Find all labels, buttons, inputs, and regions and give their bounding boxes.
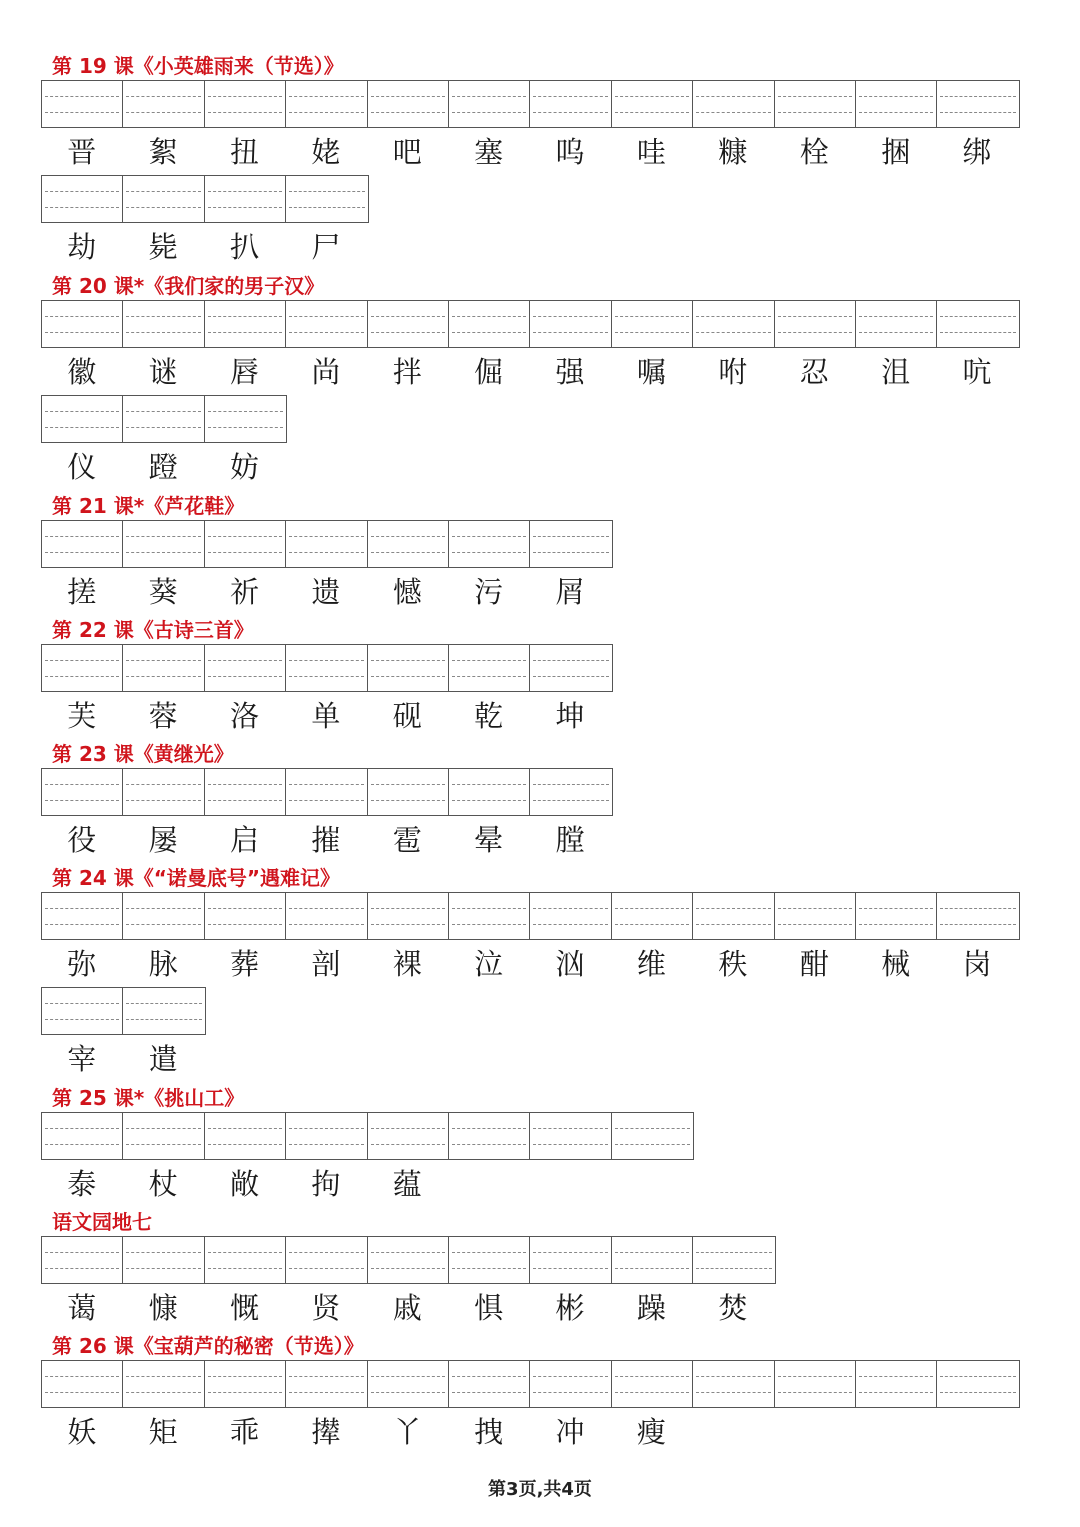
writing-cell[interactable]	[937, 1361, 1018, 1407]
writing-cell[interactable]	[775, 301, 856, 347]
writing-cell[interactable]	[368, 1361, 449, 1407]
writing-cell[interactable]	[205, 396, 286, 442]
character: 乾	[474, 699, 504, 733]
writing-cell[interactable]	[693, 301, 774, 347]
character: 遣	[148, 1042, 178, 1076]
writing-cell[interactable]	[449, 81, 530, 127]
character: 搓	[67, 575, 97, 609]
character: 姥	[311, 135, 341, 169]
character: 酣	[799, 947, 829, 981]
writing-cell[interactable]	[286, 81, 367, 127]
character-row	[41, 944, 1018, 984]
writing-cell[interactable]	[693, 893, 774, 939]
writing-cell[interactable]	[205, 645, 286, 691]
writing-cell[interactable]	[42, 769, 123, 815]
writing-cell[interactable]	[775, 893, 856, 939]
character: 拽	[474, 1415, 504, 1449]
writing-cell[interactable]	[42, 396, 123, 442]
character: 屑	[555, 575, 585, 609]
character-row	[41, 1039, 204, 1079]
writing-cell[interactable]	[286, 645, 367, 691]
writing-cell[interactable]	[205, 81, 286, 127]
character: 泰	[67, 1167, 97, 1201]
character: 乖	[229, 1415, 259, 1449]
character: 维	[636, 947, 666, 981]
writing-cell[interactable]	[123, 893, 204, 939]
character-row	[41, 696, 611, 736]
writing-cell[interactable]	[775, 1361, 856, 1407]
character: 蹬	[148, 450, 178, 484]
writing-cell[interactable]	[530, 893, 611, 939]
character: 葬	[229, 947, 259, 981]
writing-cell[interactable]	[612, 1361, 693, 1407]
writing-cell[interactable]	[42, 893, 123, 939]
character: 毙	[148, 230, 178, 264]
character-row	[41, 1412, 692, 1452]
writing-cell[interactable]	[530, 1113, 611, 1159]
character: 拘	[311, 1167, 341, 1201]
writing-cell[interactable]	[856, 81, 937, 127]
character-row	[41, 447, 285, 487]
character: 冲	[555, 1415, 585, 1449]
lesson-title: 第 24 课《“诺曼底号”遇难记》	[52, 866, 341, 890]
character: 躁	[636, 1291, 666, 1325]
character: 焚	[718, 1291, 748, 1325]
writing-cell[interactable]	[530, 1361, 611, 1407]
writing-cell[interactable]	[612, 81, 693, 127]
character: 妖	[67, 1415, 97, 1449]
writing-grid	[41, 1236, 776, 1284]
character: 仪	[67, 450, 97, 484]
writing-cell[interactable]	[368, 645, 449, 691]
writing-cell[interactable]	[123, 1237, 204, 1283]
character: 裸	[392, 947, 422, 981]
character: 杖	[148, 1167, 178, 1201]
writing-cell[interactable]	[123, 1361, 204, 1407]
lesson-title: 语文园地七	[52, 1210, 152, 1234]
writing-cell[interactable]	[42, 1113, 123, 1159]
writing-cell[interactable]	[612, 301, 693, 347]
character: 撵	[311, 1415, 341, 1449]
character: 咐	[718, 355, 748, 389]
character: 戚	[392, 1291, 422, 1325]
writing-cell[interactable]	[856, 893, 937, 939]
character: 絮	[148, 135, 178, 169]
character: 启	[229, 823, 259, 857]
character: 倔	[474, 355, 504, 389]
writing-cell[interactable]	[123, 645, 204, 691]
character: 憾	[392, 575, 422, 609]
character: 单	[311, 699, 341, 733]
writing-cell[interactable]	[368, 1237, 449, 1283]
writing-grid	[41, 520, 613, 568]
character: 秩	[718, 947, 748, 981]
writing-cell[interactable]	[693, 81, 774, 127]
writing-cell[interactable]	[123, 396, 204, 442]
writing-grid	[41, 987, 206, 1035]
writing-cell[interactable]	[286, 1113, 367, 1159]
writing-cell[interactable]	[937, 81, 1018, 127]
writing-grid	[41, 1112, 694, 1160]
character: 敞	[229, 1167, 259, 1201]
character: 惧	[474, 1291, 504, 1325]
page-footer: 第3页,共4页	[488, 1479, 592, 1500]
writing-cell[interactable]	[286, 1361, 367, 1407]
character: 糠	[718, 135, 748, 169]
character-row	[41, 227, 367, 267]
character: 剖	[311, 947, 341, 981]
character: 汹	[555, 947, 585, 981]
character: 祈	[229, 575, 259, 609]
writing-cell[interactable]	[205, 1237, 286, 1283]
writing-cell[interactable]	[856, 301, 937, 347]
writing-cell[interactable]	[530, 301, 611, 347]
character: 绑	[962, 135, 992, 169]
writing-cell[interactable]	[286, 521, 367, 567]
writing-cell[interactable]	[449, 301, 530, 347]
writing-cell[interactable]	[205, 1361, 286, 1407]
character: 彬	[555, 1291, 585, 1325]
character: 屡	[148, 823, 178, 857]
character: 徽	[67, 355, 97, 389]
writing-cell[interactable]	[123, 1113, 204, 1159]
character: 塞	[474, 135, 504, 169]
writing-cell[interactable]	[286, 1237, 367, 1283]
character: 劫	[67, 230, 97, 264]
writing-cell[interactable]	[123, 81, 204, 127]
character: 栓	[799, 135, 829, 169]
character: 贤	[311, 1291, 341, 1325]
character: 泣	[474, 947, 504, 981]
writing-cell[interactable]	[612, 1113, 693, 1159]
writing-cell[interactable]	[449, 769, 530, 815]
character: 污	[474, 575, 504, 609]
character: 宰	[67, 1042, 97, 1076]
character-row	[41, 1288, 774, 1328]
writing-cell[interactable]	[42, 1361, 123, 1407]
writing-grid	[41, 768, 613, 816]
writing-grid	[41, 1360, 1020, 1408]
writing-cell[interactable]	[42, 176, 123, 222]
character-row	[41, 820, 611, 860]
character: 尚	[311, 355, 341, 389]
writing-cell[interactable]	[205, 301, 286, 347]
writing-cell[interactable]	[368, 893, 449, 939]
character: 械	[881, 947, 911, 981]
writing-cell[interactable]	[42, 988, 123, 1034]
character: 岗	[962, 947, 992, 981]
character: 坤	[555, 699, 585, 733]
writing-cell[interactable]	[449, 521, 530, 567]
character: 蔼	[67, 1291, 97, 1325]
character: 葵	[148, 575, 178, 609]
writing-grid	[41, 892, 1020, 940]
writing-cell[interactable]	[123, 176, 204, 222]
character: 丫	[392, 1415, 422, 1449]
writing-cell[interactable]	[693, 1361, 774, 1407]
character: 晕	[474, 823, 504, 857]
writing-cell[interactable]	[123, 521, 204, 567]
character: 扭	[229, 135, 259, 169]
writing-cell[interactable]	[205, 176, 286, 222]
writing-cell[interactable]	[449, 645, 530, 691]
character-row	[41, 572, 611, 612]
character: 忍	[799, 355, 829, 389]
writing-cell[interactable]	[42, 521, 123, 567]
character: 尸	[311, 230, 341, 264]
character: 呜	[555, 135, 585, 169]
writing-cell[interactable]	[42, 645, 123, 691]
character: 役	[67, 823, 97, 857]
character: 谜	[148, 355, 178, 389]
writing-cell[interactable]	[368, 521, 449, 567]
writing-cell[interactable]	[368, 1113, 449, 1159]
writing-cell[interactable]	[286, 893, 367, 939]
writing-cell[interactable]	[286, 176, 367, 222]
writing-grid	[41, 300, 1020, 348]
writing-cell[interactable]	[449, 1113, 530, 1159]
lesson-title: 第 26 课《宝葫芦的秘密（节选）》	[52, 1334, 364, 1358]
lesson-title: 第 19 课《小英雄雨来（节选）》	[52, 54, 344, 78]
lesson-title: 第 25 课*《挑山工》	[52, 1086, 245, 1110]
lesson-title: 第 23 课《黄继光》	[52, 742, 234, 766]
writing-cell[interactable]	[856, 1361, 937, 1407]
writing-cell[interactable]	[612, 893, 693, 939]
writing-cell[interactable]	[205, 769, 286, 815]
character: 遗	[311, 575, 341, 609]
character: 慷	[148, 1291, 178, 1325]
writing-cell[interactable]	[368, 769, 449, 815]
writing-cell[interactable]	[530, 645, 611, 691]
character: 哇	[636, 135, 666, 169]
writing-cell[interactable]	[286, 769, 367, 815]
writing-grid	[41, 644, 613, 692]
character: 雹	[392, 823, 422, 857]
writing-cell[interactable]	[530, 769, 611, 815]
writing-cell[interactable]	[368, 81, 449, 127]
lesson-title: 第 21 课*《芦花鞋》	[52, 494, 245, 518]
character: 弥	[67, 947, 97, 981]
writing-cell[interactable]	[937, 301, 1018, 347]
character: 拌	[392, 355, 422, 389]
writing-cell[interactable]	[449, 1237, 530, 1283]
character: 芙	[67, 699, 97, 733]
character: 慨	[229, 1291, 259, 1325]
writing-cell[interactable]	[449, 893, 530, 939]
writing-grid	[41, 80, 1020, 128]
writing-grid	[41, 175, 369, 223]
character: 矩	[148, 1415, 178, 1449]
writing-cell[interactable]	[205, 893, 286, 939]
character: 晋	[67, 135, 97, 169]
writing-cell[interactable]	[368, 301, 449, 347]
character: 强	[555, 355, 585, 389]
character-row	[41, 132, 1018, 172]
character: 蕴	[392, 1167, 422, 1201]
character: 膛	[555, 823, 585, 857]
writing-grid	[41, 395, 287, 443]
writing-cell[interactable]	[530, 1237, 611, 1283]
lesson-title: 第 20 课*《我们家的男子汉》	[52, 274, 325, 298]
writing-cell[interactable]	[123, 769, 204, 815]
character: 妨	[229, 450, 259, 484]
character: 吭	[962, 355, 992, 389]
writing-cell[interactable]	[123, 301, 204, 347]
writing-cell[interactable]	[937, 893, 1018, 939]
character: 嘱	[636, 355, 666, 389]
character: 沮	[881, 355, 911, 389]
writing-cell[interactable]	[530, 81, 611, 127]
character: 捆	[881, 135, 911, 169]
character: 瘦	[636, 1415, 666, 1449]
character: 摧	[311, 823, 341, 857]
writing-cell[interactable]	[693, 1237, 774, 1283]
character: 脉	[148, 947, 178, 981]
writing-cell[interactable]	[286, 301, 367, 347]
writing-cell[interactable]	[205, 1113, 286, 1159]
writing-cell[interactable]	[205, 521, 286, 567]
writing-cell[interactable]	[123, 988, 204, 1034]
character-row	[41, 1164, 448, 1204]
character: 扒	[229, 230, 259, 264]
writing-cell[interactable]	[449, 1361, 530, 1407]
character-row	[41, 352, 1018, 392]
character: 砚	[392, 699, 422, 733]
writing-cell[interactable]	[612, 1237, 693, 1283]
character: 唇	[229, 355, 259, 389]
writing-cell[interactable]	[775, 81, 856, 127]
writing-cell[interactable]	[42, 81, 123, 127]
character: 洛	[229, 699, 259, 733]
character: 吧	[392, 135, 422, 169]
character: 蓉	[148, 699, 178, 733]
writing-cell[interactable]	[42, 301, 123, 347]
writing-cell[interactable]	[530, 521, 611, 567]
writing-cell[interactable]	[42, 1237, 123, 1283]
lesson-title: 第 22 课《古诗三首》	[52, 618, 254, 642]
